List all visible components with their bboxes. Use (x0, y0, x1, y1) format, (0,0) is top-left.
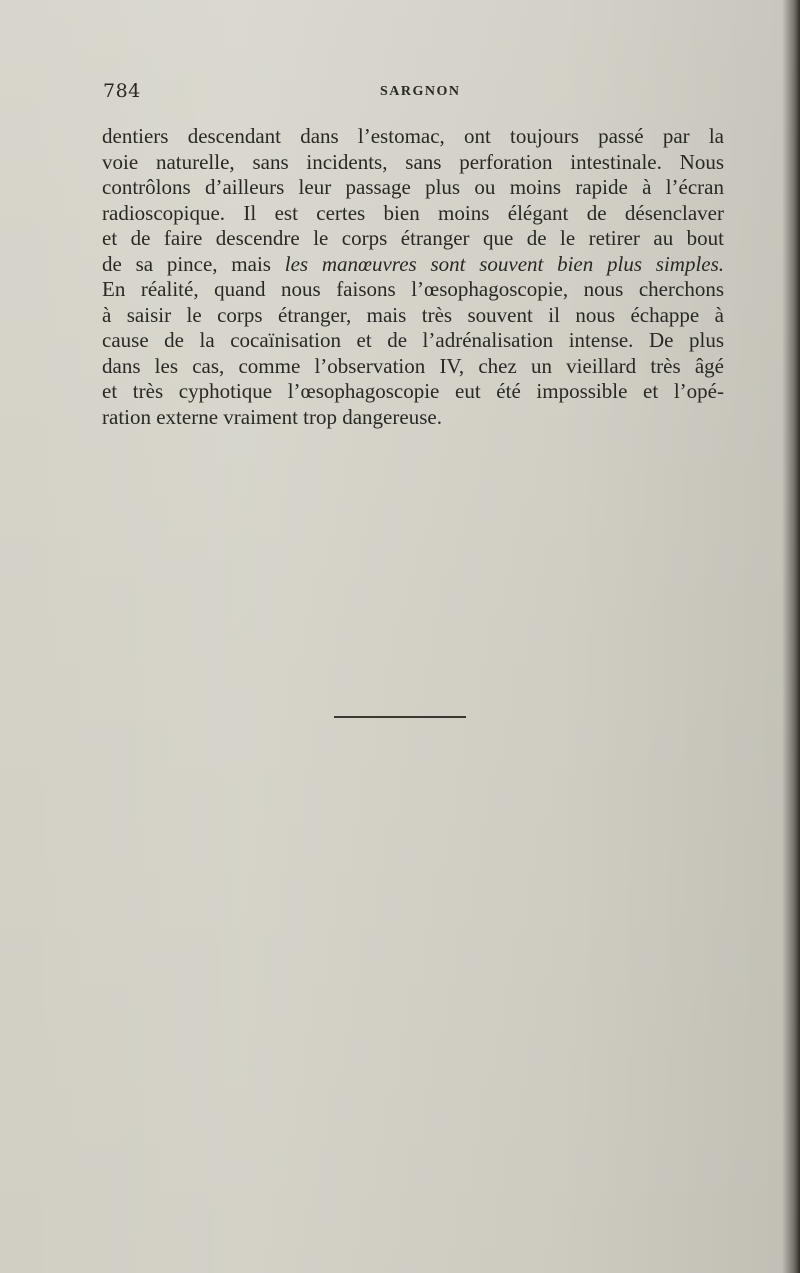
text-line: et de faire descendre le corps étranger que de le retirer au bout (102, 226, 724, 250)
text-line: radioscopique. Il est certes bien moins élégant de désenclaver (102, 200, 724, 225)
running-head: SARGNON (380, 84, 461, 99)
text-line: dentiers descendant dans l’estomac, ont toujours passé par la (102, 124, 724, 148)
text-line: à saisir le corps étranger, mais très souvent il nous échappe à (102, 302, 724, 327)
text-segment: de sa pince, mais (102, 251, 271, 276)
text-line: dans les cas, comme l’observation IV, chez un vieillard très âgé (102, 353, 724, 378)
text-line: En réalité, quand nous faisons l’œsophagoscopie, nous cherchons (102, 277, 724, 301)
text-line: et très cyphotique l’œsophagoscopie eut été impossible et l’opé- (102, 379, 724, 403)
text-line: contrôlons d’ailleurs leur passage plus ou moins rapide à l’écran (102, 175, 724, 199)
body-paragraph (102, 124, 724, 430)
text-line-with-italic (102, 252, 724, 278)
section-divider-rule (334, 716, 466, 718)
text-line: voie naturelle, sans incidents, sans perforation intestinale. Nous (102, 149, 724, 174)
text-line: ration externe vraiment trop dangereuse. (102, 404, 442, 429)
italic-phrase: les manœuvres sont souvent bien plus simples. (284, 251, 725, 276)
text-line: cause de la cocaïnisation et de l’adrénalisation intense. De plus (102, 328, 724, 352)
page-number: 784 (103, 80, 141, 102)
